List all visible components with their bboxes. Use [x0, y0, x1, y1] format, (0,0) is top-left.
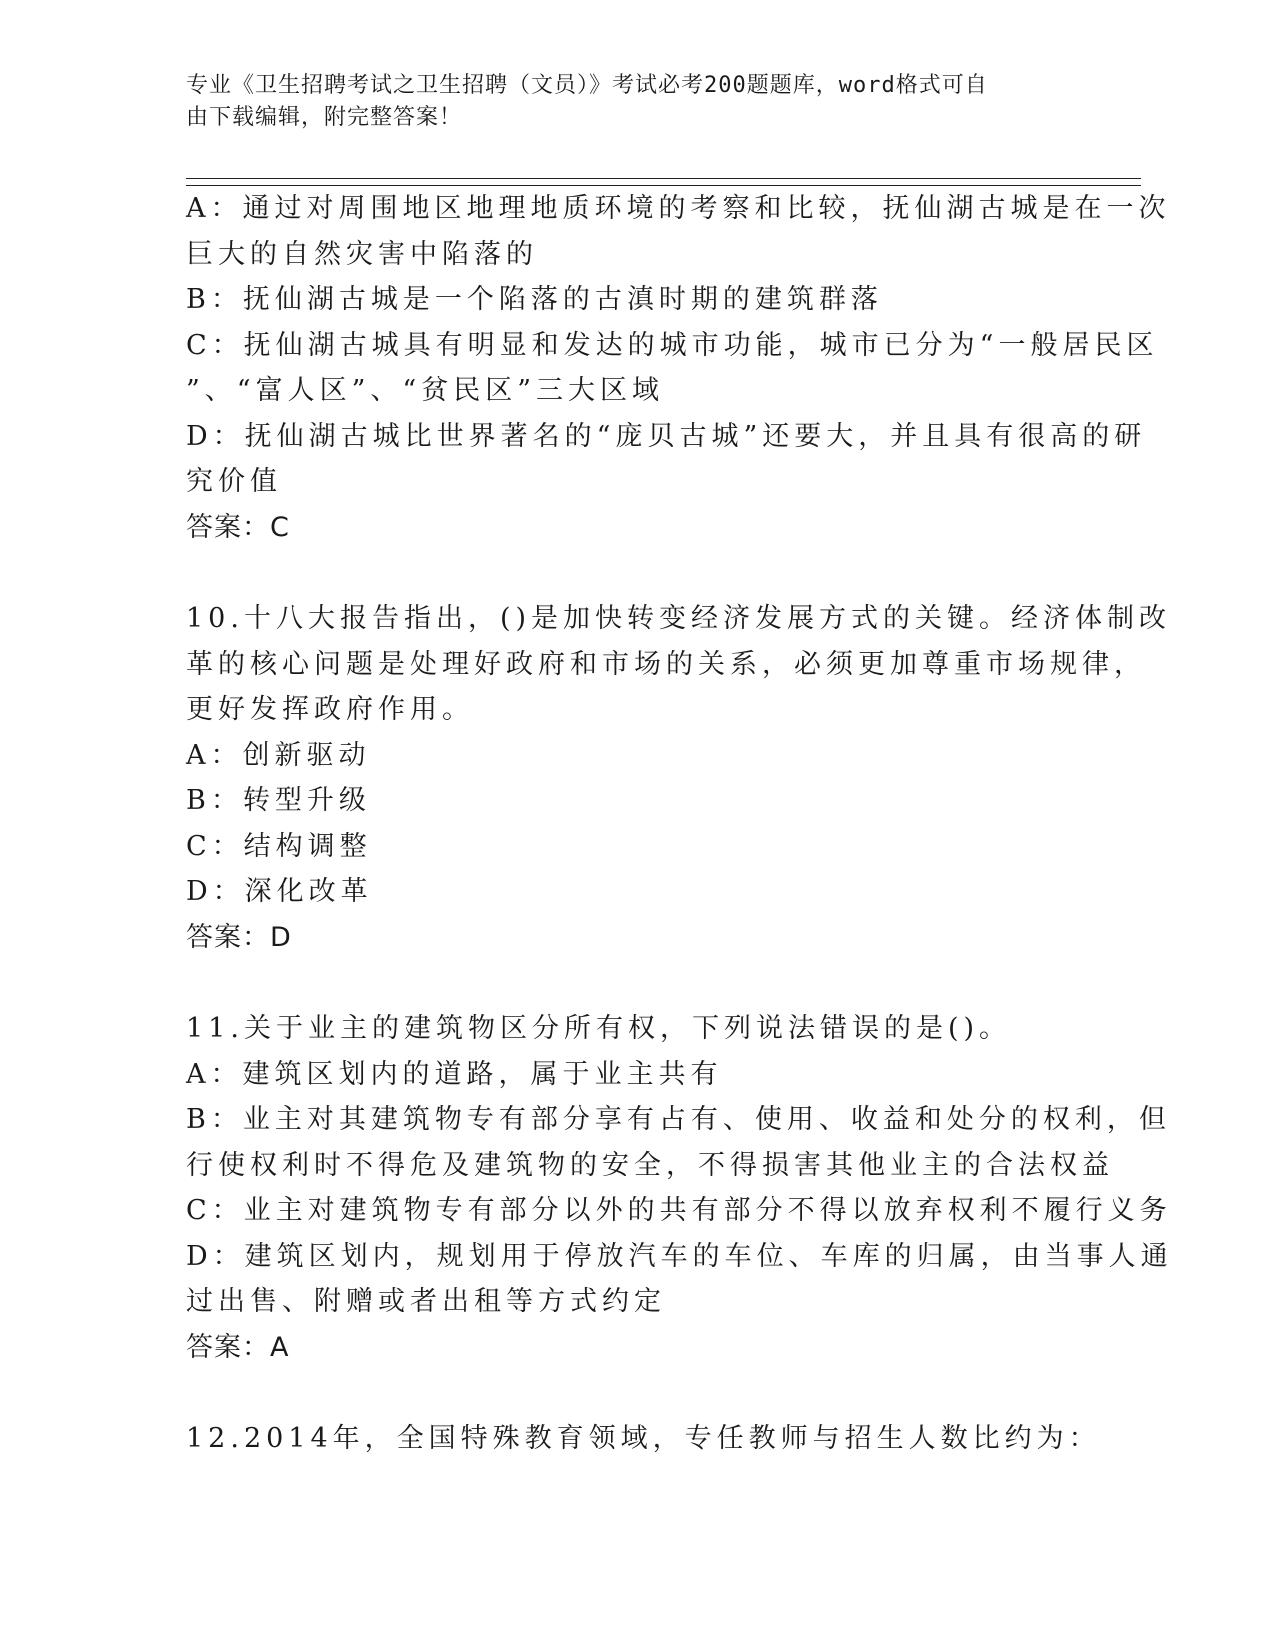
option-a: A：通过对周围地区地理地质环境的考察和比较，抚仙湖古城是在一次: [186, 193, 1171, 224]
answer-label: 答案：A: [186, 1331, 290, 1363]
option-b: B：抚仙湖古城是一个陷落的古滇时期的建筑群落: [186, 284, 883, 315]
document-body: [186, 186, 1173, 1462]
option-c-continued: ”、“富人区”、“贫民区”三大区域: [186, 375, 665, 406]
header-line-2: 由下载编辑，附完整答案！: [186, 105, 463, 130]
question-stem-continued: 革的核心问题是处理好政府和市场的关系，必须更加尊重市场规律，: [186, 648, 1146, 680]
question-stem: 11.关于业主的建筑物区分所有权，下列说法错误的是()。: [186, 1013, 1012, 1044]
question-10: [186, 596, 1172, 960]
question-stem-continued: 更好发挥政府作用。: [186, 694, 474, 725]
option-a-continued: 巨大的自然灾害中陷落的: [186, 238, 538, 270]
question-stem: 10.十八大报告指出，()是加快转变经济发展方式的关键。经济体制改: [186, 603, 1172, 634]
option-d: D：抚仙湖古城比世界著名的“庞贝古城”还要大，并且具有很高的研: [186, 420, 1147, 452]
option-c: C：抚仙湖古城具有明显和发达的城市功能，城市已分为“一般居民区: [186, 329, 1159, 361]
option-b: B：业主对其建筑物专有部分享有占有、使用、收益和处分的权利，但: [186, 1104, 1171, 1135]
option-a: A：建筑区划内的道路，属于业主共有: [186, 1058, 723, 1090]
page-header: [186, 70, 1066, 134]
option-b-continued: 行使权利时不得危及建筑物的安全，不得损害其他业主的合法权益: [186, 1149, 1114, 1181]
answer-label: 答案：D: [186, 921, 292, 953]
option-a: A：创新驱动: [186, 739, 371, 771]
option-c: C：业主对建筑物专有部分以外的共有部分不得以放弃权利不履行义务: [186, 1195, 1172, 1226]
option-d: D：建筑区划内，规划用于停放汽车的车位、车库的归属，由当事人通: [186, 1240, 1173, 1272]
answer-label: 答案：C: [186, 511, 290, 543]
option-d-continued: 究价值: [186, 466, 282, 497]
option-b: B：转型升级: [186, 785, 371, 816]
option-d: D：深化改革: [186, 876, 373, 907]
question-11: [186, 1006, 1173, 1370]
option-c: C：结构调整: [186, 830, 372, 862]
question-12: [186, 1416, 1101, 1462]
question-stem: 12.2014年，全国特殊教育领域，专任教师与招生人数比约为：: [186, 1423, 1101, 1454]
question-9-options: [186, 186, 1171, 550]
header-double-rule: [186, 178, 1141, 186]
header-line-1: 专业《卫生招聘考试之卫生招聘（文员）》考试必考200题题库，word格式可自: [186, 73, 988, 98]
option-d-continued: 过出售、附赠或者出租等方式约定: [186, 1286, 666, 1317]
